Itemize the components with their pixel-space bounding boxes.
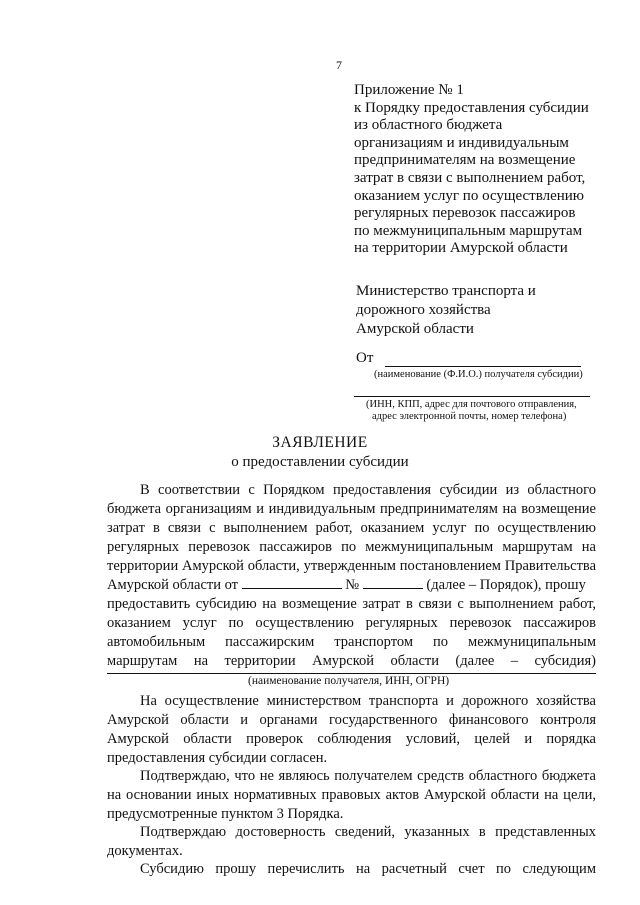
text-line: регулярных перевозок пассажиров по межмуниципальным маршрутам на [107,539,596,555]
resolution-number-field[interactable] [363,576,423,589]
sender-name-caption: (наименование (Ф.И.О.) получателя субсидии) [374,369,583,380]
text-line: Подтверждаю, что не являюсь получателем средств областного бюджета [140,768,596,784]
appendix-line: затрат в связи с выполнением работ, [354,169,586,186]
text-line: бюджета организациям и индивидуальным предпринимателям на возмещение [107,501,596,517]
addressee-line: Амурской области [356,321,474,337]
text-line: оказанием услуг по осуществлению регулярных перевозок пассажиров [107,615,596,631]
text-line: предоставления субсидии согласен. [107,750,328,766]
from-row [356,350,581,367]
paragraph-transfer [107,860,596,879]
page-number: 7 [336,58,342,72]
sender-details-caption-1: (ИНН, КПП, адрес для почтового отправления, [366,399,577,410]
resolution-date-field[interactable] [242,576,342,589]
text-line: маршрутам на территории Амурской области (далее – субсидия) [107,653,596,669]
sender-details-field[interactable] [354,396,590,397]
text-fragment: Амурской области от [107,577,239,593]
text-line: территории Амурской области, утвержденным постановлением Правительства [107,558,596,574]
addressee-line: дорожного хозяйства [356,302,491,318]
appendix-line: регулярных перевозок пассажиров [354,205,576,222]
text-line: Амурской области и органами государственного финансового контроля [107,712,596,728]
text-line: Субсидию прошу перечислить на расчетный счет по следующим [140,861,596,877]
appendix-line: из областного бюджета [354,117,503,134]
appendix-line: Приложение № 1 [354,82,464,98]
addressee-block [356,282,616,339]
text-line: на основании иных нормативных правовых актов Амурской области на цели, [107,787,596,803]
paragraph-accuracy [107,823,596,861]
appendix-line: по межмуниципальным маршрутам [354,222,583,239]
addressee-line: Министерство транспорта и [356,283,536,299]
document-subtitle: о предоставлении субсидии [231,454,409,470]
appendix-line: оказанием услуг по осуществлению [354,187,584,204]
from-label: От [356,350,374,366]
appendix-header [354,82,614,258]
appendix-line: к Порядку предоставления субсидии [354,99,589,116]
sender-name-field[interactable] [385,354,581,367]
text-line: Амурской области проверок соблюдения условий, целей и порядка [107,731,596,747]
text-line: На осуществление министерством транспорта и дорожного хозяйства [140,693,596,709]
text-line-with-blanks [107,576,596,595]
text-line: предусмотренные пунктом 3 Порядка. [107,806,344,822]
document-title: ЗАЯВЛЕНИЕ [272,434,368,451]
text-line: Подтверждаю достоверность сведений, указанных в представленных [140,824,596,840]
appendix-line: на территории Амурской области [354,240,568,257]
paragraph-application [107,481,596,671]
text-line: автомобильным пассажирским транспортом по межмуниципальным [107,634,596,650]
text-line: В соответствии с Порядком предоставления субсидии из областного [140,482,596,498]
sender-details-caption-2: адрес электронной почты, номер телефона) [372,411,567,422]
appendix-line: организациям и индивидуальным [354,134,569,151]
paragraph-confirmation [107,767,596,824]
text-fragment: (далее – Порядок), прошу [426,577,586,593]
paragraph-consent [107,692,596,768]
recipient-field[interactable] [107,673,596,674]
recipient-caption: (наименование получателя, ИНН, ОГРН) [248,675,450,687]
text-line: документах. [107,843,183,859]
text-line: затрат в связи с выполнением работ, оказанием услуг по осуществлению [107,520,596,536]
appendix-line: предпринимателям на возмещение [354,152,576,169]
text-line: предоставить субсидию на возмещение затрат в связи с выполнением работ, [107,596,596,612]
text-fragment: № [345,577,360,593]
